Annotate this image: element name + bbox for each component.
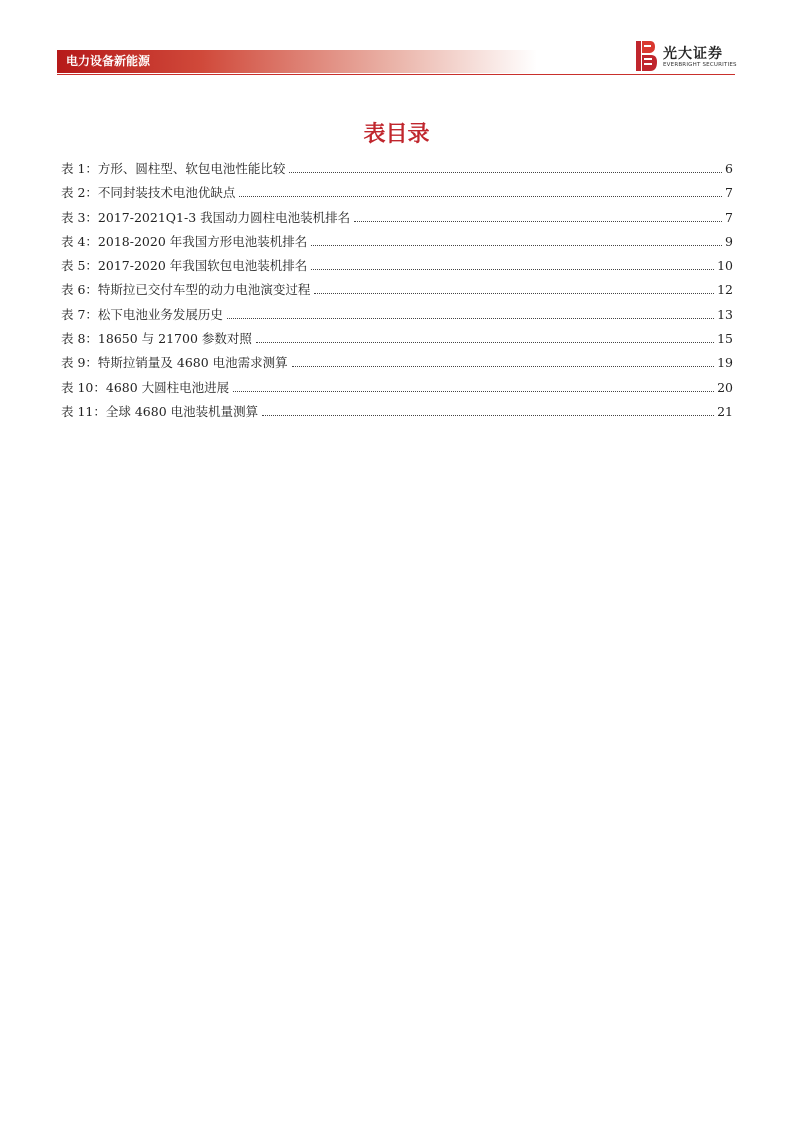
toc-entry-page: 20 [717, 379, 733, 395]
toc-leader-dots [239, 196, 722, 197]
header-divider [57, 74, 735, 75]
toc-entry[interactable] [61, 402, 733, 426]
toc-leader-dots [311, 269, 714, 270]
toc-entry-page: 7 [725, 209, 733, 225]
everbright-logo-icon [636, 41, 658, 71]
toc-entry[interactable] [61, 329, 733, 353]
toc-entry[interactable] [61, 378, 733, 402]
toc-entry-label: 表 8：18650 与 21700 参数对照 [61, 331, 252, 347]
toc-entry-page: 10 [717, 258, 733, 274]
page-title: 表目录 [363, 122, 430, 147]
toc-leader-dots [292, 366, 714, 367]
toc-entry-page: 19 [717, 355, 733, 371]
section-label: 电力设备新能源 [66, 54, 151, 68]
toc-entry[interactable] [61, 305, 733, 329]
toc-leader-dots [227, 318, 714, 319]
toc-leader-dots [311, 245, 722, 246]
toc-entry-label: 表 2：不同封装技术电池优缺点 [61, 185, 236, 201]
toc-list [61, 159, 733, 426]
toc-leader-dots [314, 293, 714, 294]
toc-entry-page: 7 [725, 185, 733, 201]
toc-leader-dots [354, 221, 722, 222]
toc-entry-page: 21 [717, 403, 733, 419]
toc-entry[interactable] [61, 280, 733, 304]
toc-entry-label: 表 3：2017-2021Q1-3 我国动力圆柱电池装机排名 [61, 209, 351, 225]
toc-entry-label: 表 4：2018-2020 年我国方形电池装机排名 [61, 233, 308, 249]
toc-entry[interactable] [61, 183, 733, 207]
toc-entry-label: 表 5：2017-2020 年我国软包电池装机排名 [61, 258, 308, 274]
toc-entry-label: 表 11：全球 4680 电池装机量测算 [61, 403, 259, 419]
toc-leader-dots [233, 391, 714, 392]
toc-entry[interactable] [61, 232, 733, 256]
toc-leader-dots [256, 342, 714, 343]
toc-entry-label: 表 1：方形、圆柱型、软包电池性能比较 [61, 161, 286, 176]
toc-entry-page: 9 [725, 233, 733, 249]
toc-leader-dots [262, 415, 714, 416]
toc-entry-label: 表 10：4680 大圆柱电池进展 [61, 379, 230, 395]
toc-entry[interactable] [61, 159, 733, 183]
toc-leader-dots [289, 172, 722, 173]
toc-entry-page: 12 [717, 282, 733, 298]
toc-entry-label: 表 7：松下电池业务发展历史 [61, 306, 223, 322]
toc-entry-page: 15 [717, 331, 733, 347]
toc-entry-page: 13 [717, 306, 733, 322]
brand-name-english: EVERBRIGHT SECURITIES [663, 62, 737, 68]
toc-entry[interactable] [61, 208, 733, 232]
toc-entry-page: 6 [725, 161, 733, 176]
toc-entry-label: 表 6：特斯拉已交付车型的动力电池演变过程 [61, 282, 311, 298]
toc-entry[interactable] [61, 256, 733, 280]
toc-entry-label: 表 9：特斯拉销量及 4680 电池需求测算 [61, 355, 288, 371]
toc-entry[interactable] [61, 353, 733, 377]
brand-logo [636, 41, 746, 73]
brand-name: 光大证券 [663, 46, 723, 62]
